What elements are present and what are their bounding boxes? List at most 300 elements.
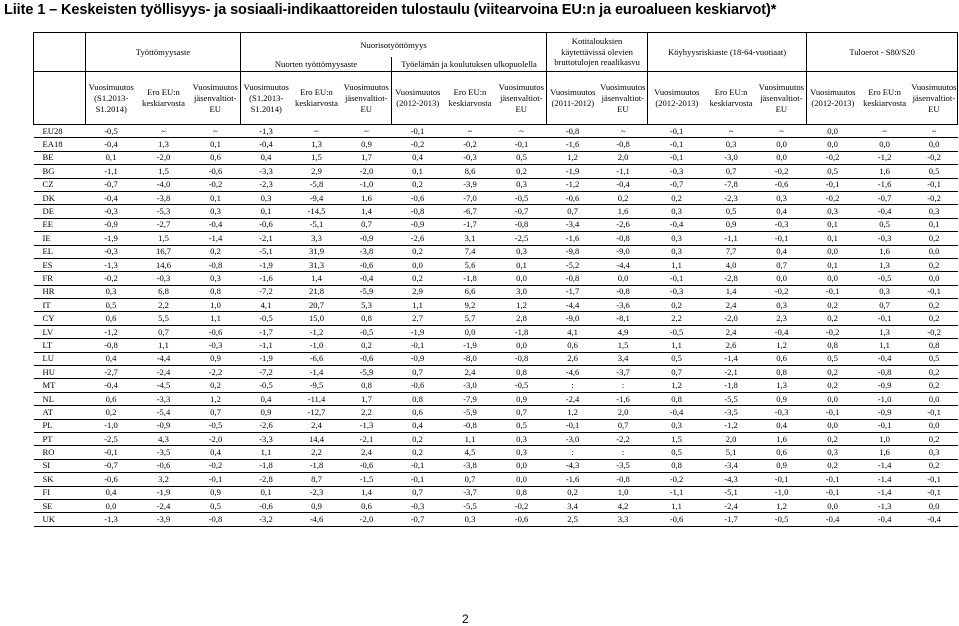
value-cell: 2,4 xyxy=(706,325,757,338)
value-cell: ~ xyxy=(911,125,958,138)
value-cell: 0,2 xyxy=(807,459,859,472)
table-row xyxy=(34,245,958,258)
value-cell: 1,3 xyxy=(859,258,911,271)
indicator-scoreboard-table xyxy=(33,32,958,527)
value-cell: -0,1 xyxy=(648,272,706,285)
value-cell: 0,7 xyxy=(859,299,911,312)
table-row xyxy=(34,366,958,379)
value-cell: -0,4 xyxy=(859,352,911,365)
value-cell: -1,7 xyxy=(241,325,292,338)
value-cell: 0,2 xyxy=(911,366,958,379)
country-cell: NL xyxy=(34,392,86,405)
value-cell: -0,6 xyxy=(342,459,392,472)
value-cell: 0,1 xyxy=(241,486,292,499)
value-cell: 5,1 xyxy=(706,446,757,459)
value-cell: -0,1 xyxy=(859,419,911,432)
value-cell: 0,5 xyxy=(648,352,706,365)
value-cell: 0,1 xyxy=(392,165,444,178)
value-cell: -3,7 xyxy=(444,486,497,499)
value-cell: 0,5 xyxy=(191,499,241,512)
value-cell: -0,1 xyxy=(86,446,137,459)
value-cell: -1,0 xyxy=(757,486,807,499)
value-cell: 1,1 xyxy=(137,339,191,352)
value-cell: -9,4 xyxy=(292,191,342,204)
value-cell: 1,4 xyxy=(292,272,342,285)
value-cell: -3,4 xyxy=(706,459,757,472)
value-cell: 0,2 xyxy=(807,366,859,379)
value-cell: -0,9 xyxy=(392,218,444,231)
value-cell: -8,1 xyxy=(599,312,648,325)
value-cell: -2,4 xyxy=(137,499,191,512)
value-cell: 0,8 xyxy=(648,459,706,472)
value-cell: 0,4 xyxy=(392,419,444,432)
value-cell: -1,0 xyxy=(859,392,911,405)
value-cell: -0,1 xyxy=(859,312,911,325)
value-cell: 0,2 xyxy=(392,432,444,445)
value-cell: : xyxy=(547,379,599,392)
value-cell: 0,0 xyxy=(807,499,859,512)
value-cell: 0,5 xyxy=(648,446,706,459)
value-cell: 4,9 xyxy=(599,325,648,338)
value-cell: 0,1 xyxy=(807,218,859,231)
country-cell: AT xyxy=(34,406,86,419)
value-cell: 1,5 xyxy=(137,165,191,178)
value-cell: 1,1 xyxy=(241,446,292,459)
country-cell: LV xyxy=(34,325,86,338)
value-cell: 7,4 xyxy=(444,245,497,258)
value-cell: 1,5 xyxy=(648,432,706,445)
value-cell: -3,0 xyxy=(547,432,599,445)
value-cell: -0,2 xyxy=(807,151,859,164)
value-cell: -0,6 xyxy=(137,459,191,472)
value-cell: 0,8 xyxy=(392,392,444,405)
value-cell: 0,5 xyxy=(497,419,547,432)
value-cell: -0,4 xyxy=(859,513,911,526)
value-cell: 1,7 xyxy=(342,392,392,405)
table-row xyxy=(34,473,958,486)
value-cell: 0,2 xyxy=(807,299,859,312)
value-cell: -3,4 xyxy=(547,218,599,231)
col-header: Vuosimuutos (2012-2013) xyxy=(392,72,444,125)
value-cell: 4,1 xyxy=(241,299,292,312)
value-cell: 4,1 xyxy=(547,325,599,338)
value-cell: 1,1 xyxy=(648,499,706,512)
value-cell: -0,2 xyxy=(392,138,444,151)
value-cell: 0,0 xyxy=(859,138,911,151)
value-cell: -1,4 xyxy=(191,232,241,245)
value-cell: 0,2 xyxy=(392,178,444,191)
value-cell: -0,9 xyxy=(392,352,444,365)
country-cell: DE xyxy=(34,205,86,218)
value-cell: 0,5 xyxy=(497,151,547,164)
value-cell: -0,4 xyxy=(342,272,392,285)
value-cell: -0,8 xyxy=(191,258,241,271)
value-cell: 0,0 xyxy=(807,245,859,258)
value-cell: 0,3 xyxy=(497,446,547,459)
value-cell: -1,6 xyxy=(547,138,599,151)
value-cell: 0,3 xyxy=(191,205,241,218)
group-tyoelaman-ulkopuolella: Työelämän ja koulutuksen ulkopuolella xyxy=(392,57,547,72)
country-cell: EA18 xyxy=(34,138,86,151)
value-cell: 16,7 xyxy=(137,245,191,258)
value-cell: 15,0 xyxy=(292,312,342,325)
country-cell: IT xyxy=(34,299,86,312)
value-cell: ~ xyxy=(137,125,191,138)
value-cell: 0,2 xyxy=(497,165,547,178)
table-row xyxy=(34,513,958,526)
value-cell: -2,0 xyxy=(342,513,392,526)
value-cell: -2,0 xyxy=(191,432,241,445)
value-cell: -0,5 xyxy=(241,379,292,392)
value-cell: 0,2 xyxy=(911,432,958,445)
value-cell: -1,2 xyxy=(706,419,757,432)
value-cell: 0,0 xyxy=(757,272,807,285)
value-cell: -0,4 xyxy=(86,379,137,392)
value-cell: -0,1 xyxy=(807,473,859,486)
value-cell: -0,8 xyxy=(191,513,241,526)
value-cell: 1,6 xyxy=(859,165,911,178)
value-cell: -1,2 xyxy=(292,325,342,338)
value-cell: -2,8 xyxy=(706,272,757,285)
page-number: 2 xyxy=(462,612,469,626)
value-cell: -3,3 xyxy=(241,432,292,445)
value-cell: 0,6 xyxy=(191,151,241,164)
value-cell: -1,2 xyxy=(547,178,599,191)
country-cell: HR xyxy=(34,285,86,298)
value-cell: 0,2 xyxy=(342,339,392,352)
value-cell: 0,6 xyxy=(757,446,807,459)
value-cell: -3,7 xyxy=(599,366,648,379)
value-cell: 2,7 xyxy=(392,312,444,325)
value-cell: -0,6 xyxy=(497,513,547,526)
value-cell: 0,6 xyxy=(342,499,392,512)
value-cell: ~ xyxy=(706,125,757,138)
value-cell: -4,3 xyxy=(706,473,757,486)
value-cell: 3,1 xyxy=(444,232,497,245)
value-cell: -0,1 xyxy=(757,473,807,486)
value-cell: -1,7 xyxy=(706,513,757,526)
value-cell: 9,2 xyxy=(444,299,497,312)
value-cell: 1,6 xyxy=(599,205,648,218)
col-header: Vuosimuutos (2011-2012) xyxy=(547,72,599,125)
country-cell: SE xyxy=(34,499,86,512)
value-cell: -0,4 xyxy=(599,178,648,191)
table-row xyxy=(34,459,958,472)
value-cell: 0,6 xyxy=(547,339,599,352)
value-cell: 3,3 xyxy=(292,232,342,245)
country-cell: BE xyxy=(34,151,86,164)
value-cell: 2,4 xyxy=(444,366,497,379)
value-cell: -0,3 xyxy=(648,285,706,298)
value-cell: 0,2 xyxy=(392,245,444,258)
value-cell: 4,0 xyxy=(706,258,757,271)
value-cell: -1,7 xyxy=(444,218,497,231)
table-row xyxy=(34,218,958,231)
col-header: Vuosimuutos jäsenvaltiot-EU xyxy=(757,72,807,125)
value-cell: 4,2 xyxy=(599,499,648,512)
value-cell: ~ xyxy=(342,125,392,138)
value-cell: -0,1 xyxy=(911,473,958,486)
value-cell: 1,3 xyxy=(757,379,807,392)
col-header: Vuosimuutos jäsenvaltiot-EU xyxy=(599,72,648,125)
value-cell: -0,1 xyxy=(392,473,444,486)
value-cell: 0,3 xyxy=(648,205,706,218)
value-cell: -7,8 xyxy=(706,178,757,191)
value-cell: 0,0 xyxy=(757,151,807,164)
value-cell: 0,0 xyxy=(807,419,859,432)
value-cell: 1,3 xyxy=(292,138,342,151)
value-cell: -0,3 xyxy=(757,218,807,231)
value-cell: -0,6 xyxy=(191,325,241,338)
value-cell: 2,2 xyxy=(648,312,706,325)
value-cell: -12,7 xyxy=(292,406,342,419)
page-title: Liite 1 – Keskeisten työllisyys- ja sosiaali-indikaattoreiden tulostaulu (viitearvoina EU:n ja euroalueen keskiarvot)* xyxy=(4,2,777,18)
value-cell: -0,1 xyxy=(648,151,706,164)
country-cell: IE xyxy=(34,232,86,245)
value-cell: -3,9 xyxy=(137,513,191,526)
value-cell: -1,6 xyxy=(599,392,648,405)
value-cell: -0,3 xyxy=(191,339,241,352)
value-cell: -0,6 xyxy=(392,379,444,392)
value-cell: 0,0 xyxy=(911,245,958,258)
country-cell: FI xyxy=(34,486,86,499)
value-cell: -1,8 xyxy=(497,325,547,338)
value-cell: 0,5 xyxy=(911,352,958,365)
group-kotitalouksien: Kotitalouksien käytettävissä olevien bruttotulojen reaalikasvu xyxy=(547,33,648,72)
value-cell: 0,3 xyxy=(497,432,547,445)
value-cell: 1,6 xyxy=(859,446,911,459)
value-cell: 0,9 xyxy=(757,459,807,472)
value-cell: 8,6 xyxy=(444,165,497,178)
value-cell: -0,1 xyxy=(807,178,859,191)
value-cell: 0,8 xyxy=(911,339,958,352)
value-cell: 1,2 xyxy=(497,299,547,312)
value-cell: -1,3 xyxy=(241,125,292,138)
value-cell: -1,1 xyxy=(599,165,648,178)
value-cell: -0,4 xyxy=(191,218,241,231)
country-cell: FR xyxy=(34,272,86,285)
value-cell: -0,2 xyxy=(757,285,807,298)
value-cell: -1,5 xyxy=(342,473,392,486)
value-cell: 0,2 xyxy=(911,379,958,392)
value-cell: -5,5 xyxy=(444,499,497,512)
value-cell: 0,9 xyxy=(191,352,241,365)
value-cell: -0,2 xyxy=(191,178,241,191)
value-cell: -0,2 xyxy=(911,151,958,164)
value-cell: -0,6 xyxy=(392,191,444,204)
value-cell: -0,6 xyxy=(757,178,807,191)
value-cell: -2,4 xyxy=(137,366,191,379)
value-cell: -0,8 xyxy=(547,272,599,285)
value-cell: 0,9 xyxy=(191,486,241,499)
value-cell: 0,1 xyxy=(911,218,958,231)
value-cell: ~ xyxy=(757,125,807,138)
value-cell: 0,1 xyxy=(497,258,547,271)
value-cell: -0,2 xyxy=(807,191,859,204)
value-cell: -1,4 xyxy=(859,486,911,499)
value-cell: -0,6 xyxy=(648,513,706,526)
value-cell: 6,6 xyxy=(444,285,497,298)
value-cell: 0,6 xyxy=(86,312,137,325)
value-cell: -0,5 xyxy=(757,513,807,526)
country-cell: HU xyxy=(34,366,86,379)
value-cell: -0,9 xyxy=(137,419,191,432)
value-cell: 0,2 xyxy=(86,406,137,419)
value-cell: 0,2 xyxy=(599,191,648,204)
value-cell: 0,8 xyxy=(342,379,392,392)
value-cell: 7,7 xyxy=(706,245,757,258)
value-cell: -4,4 xyxy=(599,258,648,271)
value-cell: -2,3 xyxy=(292,486,342,499)
value-cell: 1,5 xyxy=(599,339,648,352)
value-cell: 0,3 xyxy=(911,446,958,459)
value-cell: 0,4 xyxy=(241,392,292,405)
value-cell: ~ xyxy=(859,125,911,138)
value-cell: -0,3 xyxy=(86,205,137,218)
value-cell: -3,8 xyxy=(444,459,497,472)
value-cell: -1,0 xyxy=(342,178,392,191)
value-cell: 0,5 xyxy=(807,352,859,365)
value-cell: -6,7 xyxy=(444,205,497,218)
value-cell: -0,9 xyxy=(86,218,137,231)
group-nuorten-tyottomyysaste: Nuorten työttömyysaste xyxy=(241,57,392,72)
country-cell: CY xyxy=(34,312,86,325)
value-cell: -1,9 xyxy=(86,232,137,245)
value-cell: 0,3 xyxy=(191,272,241,285)
value-cell: -0,2 xyxy=(648,473,706,486)
value-cell: 1,4 xyxy=(342,486,392,499)
value-cell: 0,7 xyxy=(342,218,392,231)
value-cell: -0,6 xyxy=(547,191,599,204)
value-cell: 3,4 xyxy=(547,499,599,512)
table-row xyxy=(34,392,958,405)
value-cell: 1,3 xyxy=(859,325,911,338)
value-cell: -1,1 xyxy=(241,339,292,352)
value-cell: 0,0 xyxy=(599,272,648,285)
value-cell: -9,0 xyxy=(599,245,648,258)
value-cell: 0,2 xyxy=(191,245,241,258)
value-cell: -2,4 xyxy=(706,499,757,512)
value-cell: 0,7 xyxy=(392,366,444,379)
value-cell: 31,9 xyxy=(292,245,342,258)
value-cell: -2,8 xyxy=(241,473,292,486)
value-cell: 0,2 xyxy=(807,379,859,392)
value-cell: -0,9 xyxy=(859,379,911,392)
value-cell: 0,5 xyxy=(807,165,859,178)
table-body xyxy=(34,125,958,527)
col-header: Vuosimuutos jäsenvaltiot-EU xyxy=(911,72,958,125)
value-cell: -1,1 xyxy=(706,232,757,245)
value-cell: 0,0 xyxy=(911,272,958,285)
table-row xyxy=(34,138,958,151)
value-cell: -0,7 xyxy=(859,191,911,204)
value-cell: 0,3 xyxy=(444,513,497,526)
value-cell: -0,3 xyxy=(137,272,191,285)
value-cell: -0,2 xyxy=(444,138,497,151)
value-cell: -3,5 xyxy=(706,406,757,419)
value-cell: -1,9 xyxy=(444,339,497,352)
value-cell: 0,4 xyxy=(241,151,292,164)
value-cell: -1,6 xyxy=(241,272,292,285)
col-header: Vuosimuutos (S1.2013-S1.2014) xyxy=(86,72,137,125)
value-cell: 14,4 xyxy=(292,432,342,445)
value-cell: -2,1 xyxy=(241,232,292,245)
value-cell: 0,9 xyxy=(757,392,807,405)
col-header: Ero EU:n keskiarvosta xyxy=(292,72,342,125)
value-cell: 0,1 xyxy=(191,191,241,204)
country-cell: ES xyxy=(34,258,86,271)
table-row xyxy=(34,272,958,285)
value-cell: -1,9 xyxy=(241,258,292,271)
table-row xyxy=(34,325,958,338)
value-cell: -2,0 xyxy=(137,151,191,164)
table-row xyxy=(34,379,958,392)
value-cell: -0,3 xyxy=(444,151,497,164)
value-cell: -0,5 xyxy=(497,379,547,392)
value-cell: 0,9 xyxy=(706,218,757,231)
value-cell: 3,4 xyxy=(599,352,648,365)
value-cell: 2,5 xyxy=(547,513,599,526)
value-cell: -0,4 xyxy=(757,325,807,338)
country-cell: LU xyxy=(34,352,86,365)
value-cell: -1,1 xyxy=(86,165,137,178)
value-cell: -1,7 xyxy=(547,285,599,298)
value-cell: -0,7 xyxy=(392,513,444,526)
value-cell: 1,1 xyxy=(648,258,706,271)
value-cell: 0,3 xyxy=(807,446,859,459)
value-cell: 0,0 xyxy=(911,499,958,512)
value-cell: -0,1 xyxy=(191,473,241,486)
value-cell: 0,6 xyxy=(392,406,444,419)
value-cell: -2,0 xyxy=(342,165,392,178)
value-cell: -0,5 xyxy=(648,325,706,338)
value-cell: 0,3 xyxy=(648,232,706,245)
value-cell: -0,5 xyxy=(191,419,241,432)
value-cell: 0,2 xyxy=(191,379,241,392)
value-cell: 5,5 xyxy=(137,312,191,325)
value-cell: 0,9 xyxy=(241,406,292,419)
value-cell: -1,2 xyxy=(86,325,137,338)
value-cell: -2,6 xyxy=(241,419,292,432)
value-cell: 0,0 xyxy=(807,125,859,138)
value-cell: -1,3 xyxy=(86,258,137,271)
value-cell: -3,8 xyxy=(342,245,392,258)
country-cell: MT xyxy=(34,379,86,392)
country-cell: LT xyxy=(34,339,86,352)
value-cell: -1,8 xyxy=(241,459,292,472)
value-cell: 0,3 xyxy=(648,419,706,432)
value-cell: 0,9 xyxy=(497,392,547,405)
value-cell: -4,6 xyxy=(292,513,342,526)
value-cell: -2,3 xyxy=(241,178,292,191)
value-cell: 1,0 xyxy=(191,299,241,312)
value-cell: -0,9 xyxy=(859,406,911,419)
value-cell: -0,1 xyxy=(807,406,859,419)
value-cell: 0,8 xyxy=(191,285,241,298)
value-cell: -0,7 xyxy=(497,205,547,218)
value-cell: -0,6 xyxy=(191,165,241,178)
value-cell: 0,4 xyxy=(86,352,137,365)
value-cell: -0,8 xyxy=(444,419,497,432)
value-cell: -4,6 xyxy=(547,366,599,379)
value-cell: -0,4 xyxy=(241,138,292,151)
table-row xyxy=(34,125,958,138)
value-cell: -1,4 xyxy=(706,352,757,365)
value-cell: -0,2 xyxy=(911,325,958,338)
value-cell: 0,6 xyxy=(86,392,137,405)
value-cell: -1,3 xyxy=(859,499,911,512)
value-cell: -5,1 xyxy=(706,486,757,499)
